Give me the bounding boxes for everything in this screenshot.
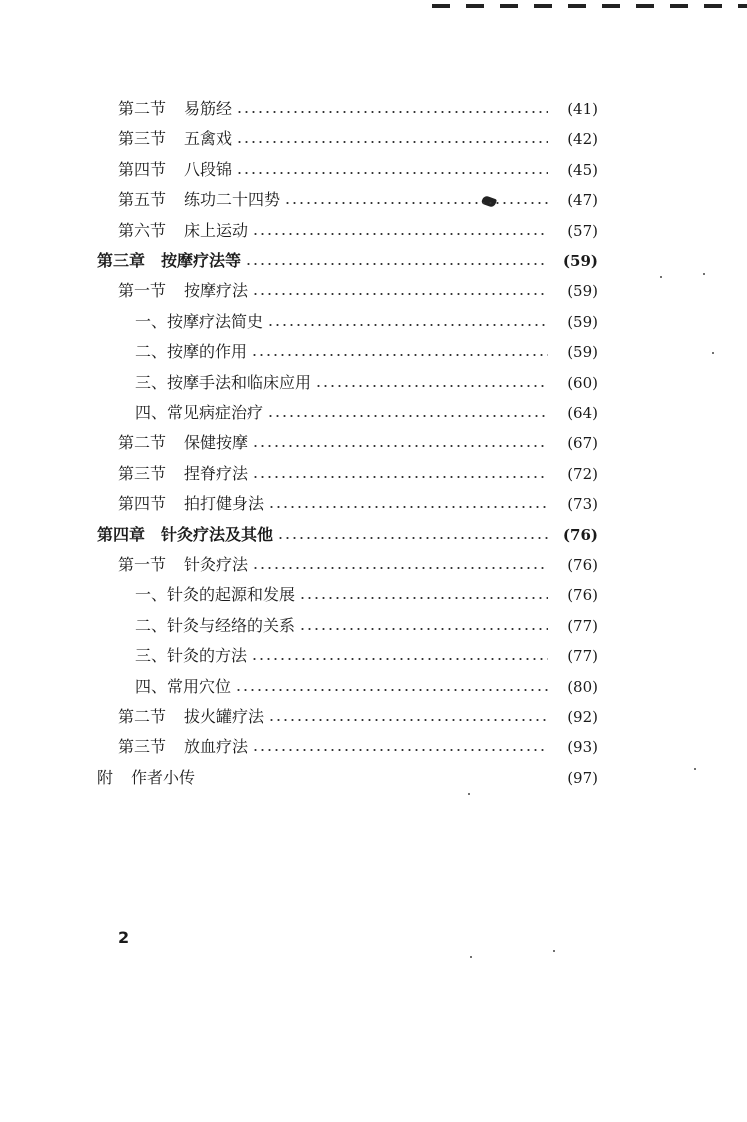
dot-leader [268,506,548,508]
toc-entry-title: 保健按摩 [184,433,249,453]
toc-entry-label [118,489,264,519]
toc-entry-title: 拍打健身法 [184,494,265,514]
toc-entry-label [135,337,247,367]
toc-entry-page: (72) [567,464,598,483]
toc-entry-page: (41) [567,100,598,118]
toc-entry-title: 易筋经 [184,99,233,118]
toc-entry-number: 第四节 [118,494,167,514]
toc-entry-title: 五禽戏 [184,129,233,149]
toc-entry [135,368,598,398]
toc-entry-title: 三、按摩手法和临床应用 [135,372,312,392]
toc-entry [135,611,598,641]
toc-entry-number: 第三节 [118,737,167,757]
toc-entry-page: (45) [567,160,598,179]
toc-entry [118,489,598,519]
toc-entry [135,672,598,702]
toc-entry-number: 附 [97,767,114,787]
toc-entry-page: (93) [567,738,598,757]
toc-entry-label [135,398,263,428]
toc-entry-label [135,672,231,702]
toc-entry-label [97,763,195,793]
toc-entry-label [97,246,241,276]
speck [553,950,555,952]
toc-entry-label [135,641,247,671]
toc-entry-title: 作者小传 [131,767,196,787]
toc-entry-label [118,428,248,458]
toc-entry-number: 第四章 [97,524,146,544]
toc-entry-title: 拔火罐疗法 [184,707,265,726]
toc-entry [118,155,598,185]
toc-entry [118,459,598,489]
toc-entry-label [118,732,248,762]
toc-entry-page: (59) [562,252,598,270]
toc-entry-page: (59) [567,343,598,362]
toc-entry-title: 按摩疗法等 [161,251,242,270]
toc-entry-title: 针灸疗法 [184,555,249,574]
toc-entry-title: 八段锦 [184,159,233,179]
toc-entry [97,520,598,550]
toc-entry [118,276,598,306]
toc-entry-number: 第一节 [118,555,167,574]
dot-leader [315,385,548,387]
toc-entry-page: (76) [562,525,598,544]
toc-entry-label [135,307,263,337]
dot-leader [252,293,548,295]
toc-entry-number: 第五节 [118,190,167,210]
toc-entry-page: (59) [567,282,598,301]
toc-entry-label [135,368,311,398]
dot-leader [251,354,548,356]
toc-entry-title: 床上运动 [184,220,249,240]
toc-entry-title: 练功二十四势 [184,190,281,210]
toc-entry [118,216,598,246]
toc-entry-title: 二、针灸与经络的关系 [135,615,296,635]
dot-leader [236,172,548,174]
toc-entry-label [118,702,264,732]
toc-entry-number: 第三节 [118,129,167,149]
toc-entry-label [118,550,248,580]
speck [703,273,705,275]
toc-entry [135,580,598,610]
toc-entry [118,732,598,762]
toc-entry-label [118,94,232,124]
toc-entry [118,550,598,580]
toc-entry-label [97,520,273,550]
toc-entry-number: 第三章 [97,251,146,270]
toc-entry-title: 按摩疗法 [184,281,249,301]
toc-entry-title: 捏脊疗法 [184,463,249,483]
dot-leader [252,233,548,235]
toc-entry-title: 针灸疗法及其他 [161,524,274,544]
toc-entry [135,307,598,337]
toc-entry-label [118,276,248,306]
toc-entry-number: 第二节 [118,99,167,118]
dot-leader [252,476,548,478]
toc-entry-page: (42) [567,130,598,149]
dot-leader [251,658,548,660]
toc-entry-title: 三、针灸的方法 [135,646,248,666]
toc-entry-number: 第二节 [118,433,167,453]
toc-entry-page: (77) [567,647,598,666]
toc-entry-page: (76) [567,586,598,605]
page-number: 2 [118,928,130,947]
toc-entry-page: (59) [567,312,598,331]
toc-entry-page: (76) [567,556,598,574]
dot-leader [277,537,548,539]
dot-leader [267,415,548,417]
toc-entry-label [118,459,248,489]
toc-entry-page: (80) [567,677,598,696]
dot-leader [284,202,548,204]
toc-entry-title: 一、针灸的起源和发展 [135,585,296,605]
toc-entry-page: (77) [567,616,598,635]
speck [470,956,472,958]
toc-entry-number: 第六节 [118,220,167,240]
toc-entry-label [118,185,280,215]
toc-entry-label [118,216,248,246]
dot-leader [267,324,548,326]
toc-entry-number: 第一节 [118,281,167,301]
toc-entry-label [135,580,295,610]
speck [468,793,470,795]
toc-entry-title: 二、按摩的作用 [135,342,248,362]
toc-entry-title: 一、按摩疗法简史 [135,311,264,331]
toc-entry [118,428,598,458]
toc-entry [97,246,598,276]
dot-leader [299,597,548,599]
dot-leader [299,628,548,630]
toc-entry-page: (57) [567,221,598,240]
dot-leader [252,567,548,569]
toc-entry-label [135,611,295,641]
speck [712,352,714,354]
toc-entry-page: (60) [567,373,598,392]
toc-entry-page: (73) [567,495,598,514]
toc-entry [135,337,598,367]
speck [660,276,662,278]
toc-entry [97,763,598,793]
toc-entry-title: 放血疗法 [184,737,249,757]
toc-entry-number: 第二节 [118,707,167,726]
toc-entry-page: (97) [567,768,598,787]
toc-entry-title: 四、常用穴位 [135,676,232,696]
toc-entry [118,702,598,732]
dot-leader [252,445,548,447]
toc-entry-title: 四、常见病症治疗 [135,403,264,422]
toc-entry-number: 第三节 [118,463,167,483]
toc-entry-number: 第四节 [118,159,167,179]
dot-leader [236,141,548,143]
speck [694,768,696,770]
toc-entry [135,641,598,671]
toc-entry-page: (64) [567,404,598,422]
dot-leader [236,111,548,113]
toc-entry [118,124,598,154]
toc-entry [118,185,598,215]
toc-entry [135,398,598,428]
dot-leader [252,749,548,751]
toc-entry-page: (47) [567,191,598,210]
toc-entry-label [118,155,232,185]
toc-entry-page: (92) [567,708,598,726]
toc-entry [118,94,598,124]
dot-leader [235,689,548,691]
dot-leader [245,263,548,265]
toc-entry-label [118,124,232,154]
toc-entry-page: (67) [567,434,598,453]
dot-leader [268,719,548,721]
